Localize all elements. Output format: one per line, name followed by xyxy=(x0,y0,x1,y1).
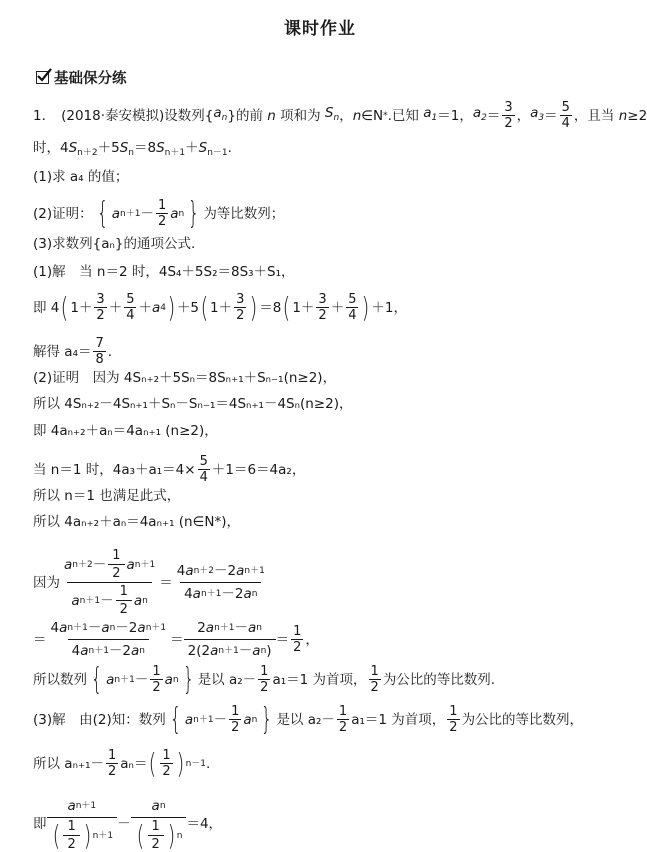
solution-2-line-5: 所以 n＝1 也满足此式， xyxy=(33,488,181,504)
question-2: (2)证明： { a n＋1 － $\frac{1}{2}$ a n } 为等比数列； xyxy=(33,195,285,231)
problem-line-1: 1． (2018·泰安模拟) 设数列{ $a_n$ }的前 n 项和为 $S_n$ ， n ∈N * .已知 $a_1$ ＝1， $a_2$ ＝ $\frac{3}{2}$ ， $a_3$ ＝ $\frac{5}{4}$ ，且当 n ≥2 xyxy=(33,100,647,131)
solution-2-conclusion: 所以数列 { a n＋1 － $\frac{1}{2}$ a n } 是以 a₂－ $\frac{1}{2}$ a₁＝1 为首项， $\frac{1}{2}$ 为公比的等比数列. xyxy=(33,661,496,697)
solution-2-line-2: 所以 4Sₙ₊₂－4Sₙ₊₁＋Sₙ－Sₙ₋₁＝4Sₙ₊₁－4Sₙ(n≥2)， xyxy=(33,396,353,412)
solution-3-line-2: 所以 aₙ₊₁－ $\frac{1}{2}$ aₙ＝ ( $\frac{1}{2}$ ) n－1 . xyxy=(33,746,211,780)
solution-1-head: (1)解 当 n＝2 时，4S₄＋5S₂＝8S₃＋S₁， xyxy=(33,264,295,280)
solution-3-line-3: 即 a n＋1 ( $\frac{1}{2}$ ) n＋1 － a n ( $\frac{1}{2}$ ) n ＝4， xyxy=(33,798,223,852)
page-title: 课时作业 xyxy=(284,19,356,39)
solution-2-ratio-1: 因为 a n＋2 － $\frac{1}{2}$ a n＋1 a n＋1 － $\frac{1}{2}$ a n ＝ 4 a n＋2 －2 a n＋1 4 a n＋1 －2 a n xyxy=(33,548,265,617)
checkbox-checked-icon xyxy=(36,71,49,84)
section-heading xyxy=(36,66,127,88)
problem-line-2: 时，$4S_{n+2}+5S_n=8S_{n+1}+S_{n-1}$. xyxy=(33,140,232,158)
question-3: (3)求数列{aₙ}的通项公式. xyxy=(33,236,196,252)
section-title: 基础保分练 xyxy=(54,70,127,87)
solution-3-line-1: (3)解 由(2)知：数列 { a n＋1 － $\frac{1}{2}$ a n } 是以 a₂－ $\frac{1}{2}$ a₁＝1 为首项， $\frac{1}{2}$ 为公比的等比数列， xyxy=(33,701,584,737)
solution-2-line-6: 所以 4aₙ₊₂＋aₙ＝4aₙ₊₁ (n∈N*)， xyxy=(33,514,240,530)
solution-2-ratio-2: ＝ 4 a n＋1 － a n －2 a n＋1 4 a n＋1 －2 a n ＝ 2 a n＋1 － a n 2(2 a n＋1 － a n ) ＝ $\frac{1}{2}$ ， xyxy=(33,620,319,659)
solution-2-line-3: 即 4aₙ₊₂＋aₙ＝4aₙ₊₁ (n≥2)， xyxy=(33,423,218,439)
solution-1-equation: 即 4 ( 1＋ $\frac{3}{2}$ ＋ $\frac{5}{4}$ ＋ a 4 ) ＋5 ( 1＋ $\frac{3}{2}$ ) ＝8 ( 1＋ $\frac{3}{2}$ ＋ $\frac{5}{4}$ ) ＋1， xyxy=(33,290,407,324)
question-1: (1)求 a₄ 的值； xyxy=(33,169,129,185)
solution-2-line-4: 当 n＝1 时，4a₃＋a₁＝4× $\frac{5}{4}$ ＋1＝6＝4a₂， xyxy=(33,454,306,485)
solution-1-result: 解得 a₄＝ $\frac{7}{8}$ . xyxy=(33,336,113,367)
solution-2-line-1: (2)证明 因为 4Sₙ₊₂＋5Sₙ＝8Sₙ₊₁＋Sₙ₋₁(n≥2)， xyxy=(33,370,337,386)
